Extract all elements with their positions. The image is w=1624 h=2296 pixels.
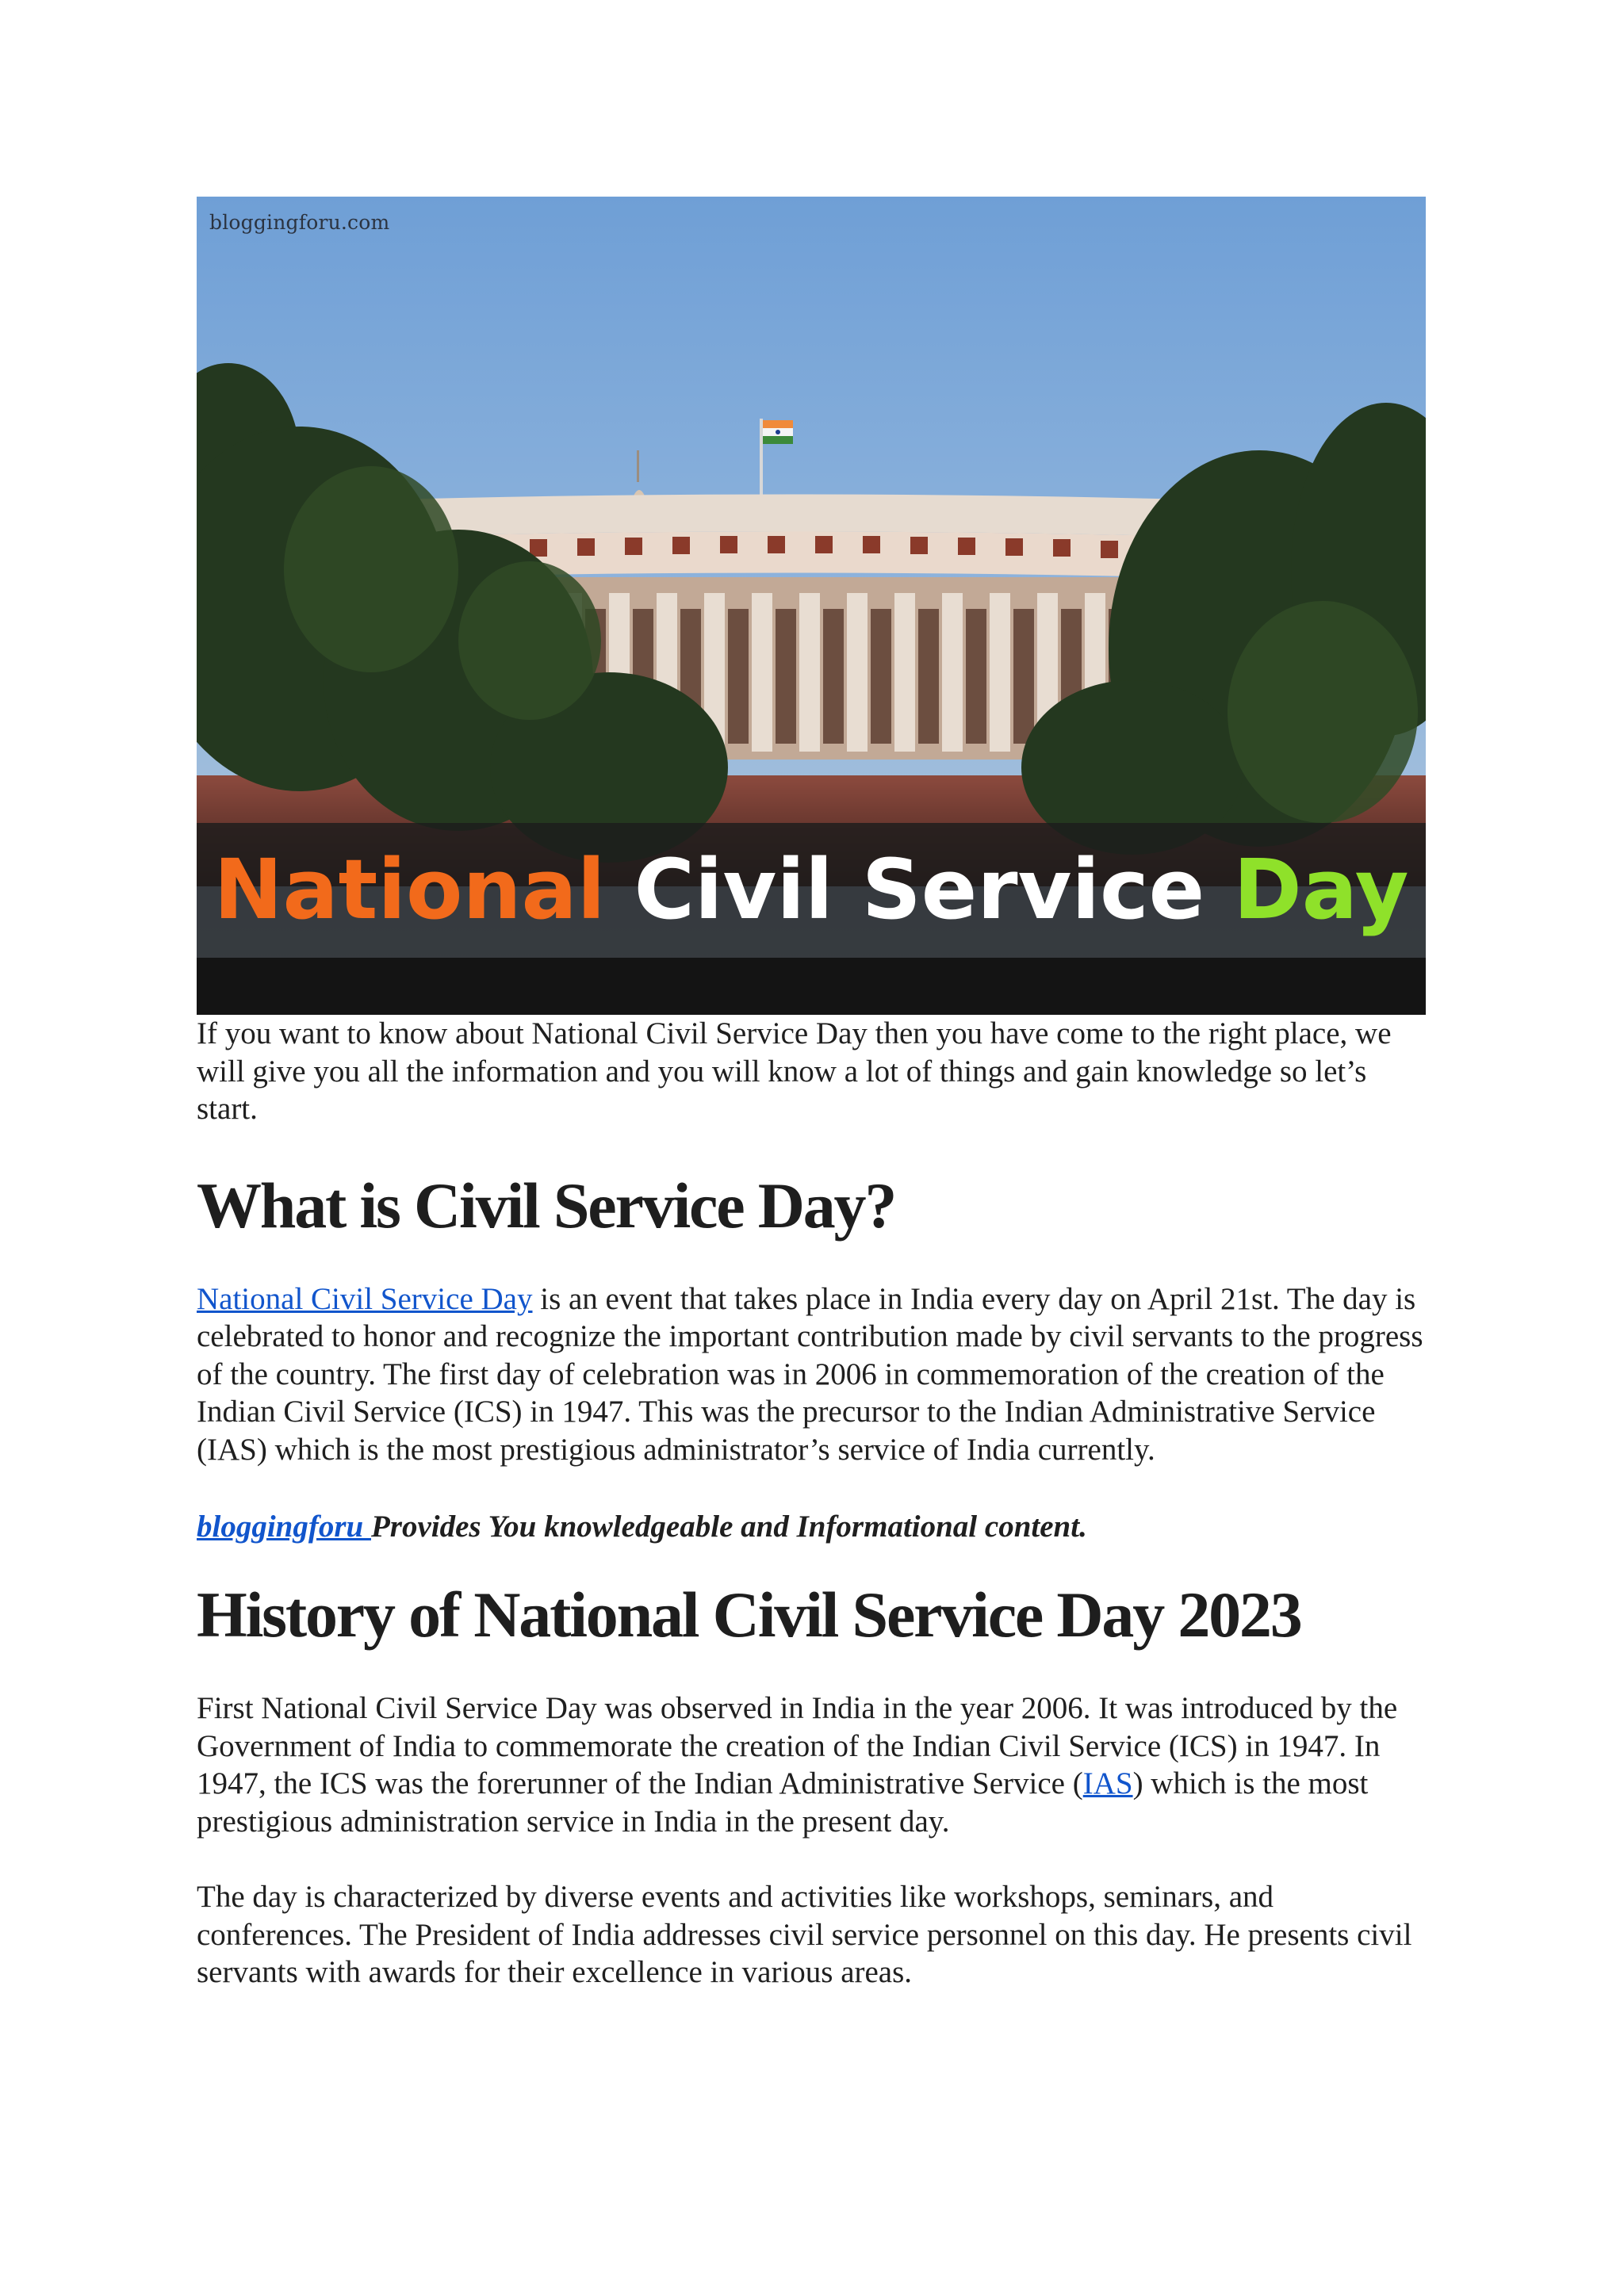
watermark: bloggingforu.com	[209, 211, 390, 234]
bloggingforu-link[interactable]: bloggingforu	[197, 1510, 371, 1544]
hero-title	[197, 841, 1426, 938]
history-paragraph-2: The day is characterized by diverse events and activities like workshops, seminars, and conferences. The President of India addresses civil service personnel on this day. He presents civil servants with awards for their excellence in various areas.	[197, 1880, 1412, 1989]
heading-what-is-civil-service-day: What is Civil Service Day?	[197, 1169, 896, 1242]
history-p1-after: ) which is the most prestigious administration service in India in the present day.	[197, 1766, 1369, 1839]
section1-paragraph-text: is an event that takes place in India every day on April 21st. The day is celebrated to honor and recognize the important contribution made by civil servants to the progress of the country. The first day of celebration was in 2006 in commemoration of the creation of the Indian Civil Service (ICS) in 1947. This was the precursor to the Indian Administrative Service (IAS) which is the most prestigious administrator’s service of India currently.	[197, 1281, 1423, 1467]
hero-title-national: National	[213, 841, 606, 938]
history-paragraph-1	[197, 1689, 1427, 1840]
article	[197, 197, 1427, 1992]
promo-text: Provides You knowledgeable and Informational content.	[370, 1510, 1087, 1544]
hero-image	[197, 197, 1426, 1015]
hero-title-day: Day	[1233, 841, 1409, 938]
promo-line	[197, 1508, 1427, 1545]
ias-link[interactable]: IAS	[1082, 1766, 1133, 1800]
hero-title-civil-service: Civil Service	[634, 841, 1205, 938]
intro-paragraph: If you want to know about National Civil Service Day then you have come to the right place, we will give you all the information and you will know a lot of things and gain knowledge so let’s start.	[197, 1016, 1392, 1126]
national-civil-service-day-link[interactable]: National Civil Service Day	[197, 1281, 533, 1316]
heading-history: History of National Civil Service Day 2023	[197, 1578, 1301, 1651]
section1-paragraph	[197, 1280, 1427, 1469]
history-p1-before: First National Civil Service Day was observed in India in the year 2006. It was introduced by the Government of India to commemorate the creation of the Indian Civil Service (ICS) in 1947. In 1947, the ICS was the forerunner of the Indian Administrative Service (	[197, 1691, 1398, 1800]
